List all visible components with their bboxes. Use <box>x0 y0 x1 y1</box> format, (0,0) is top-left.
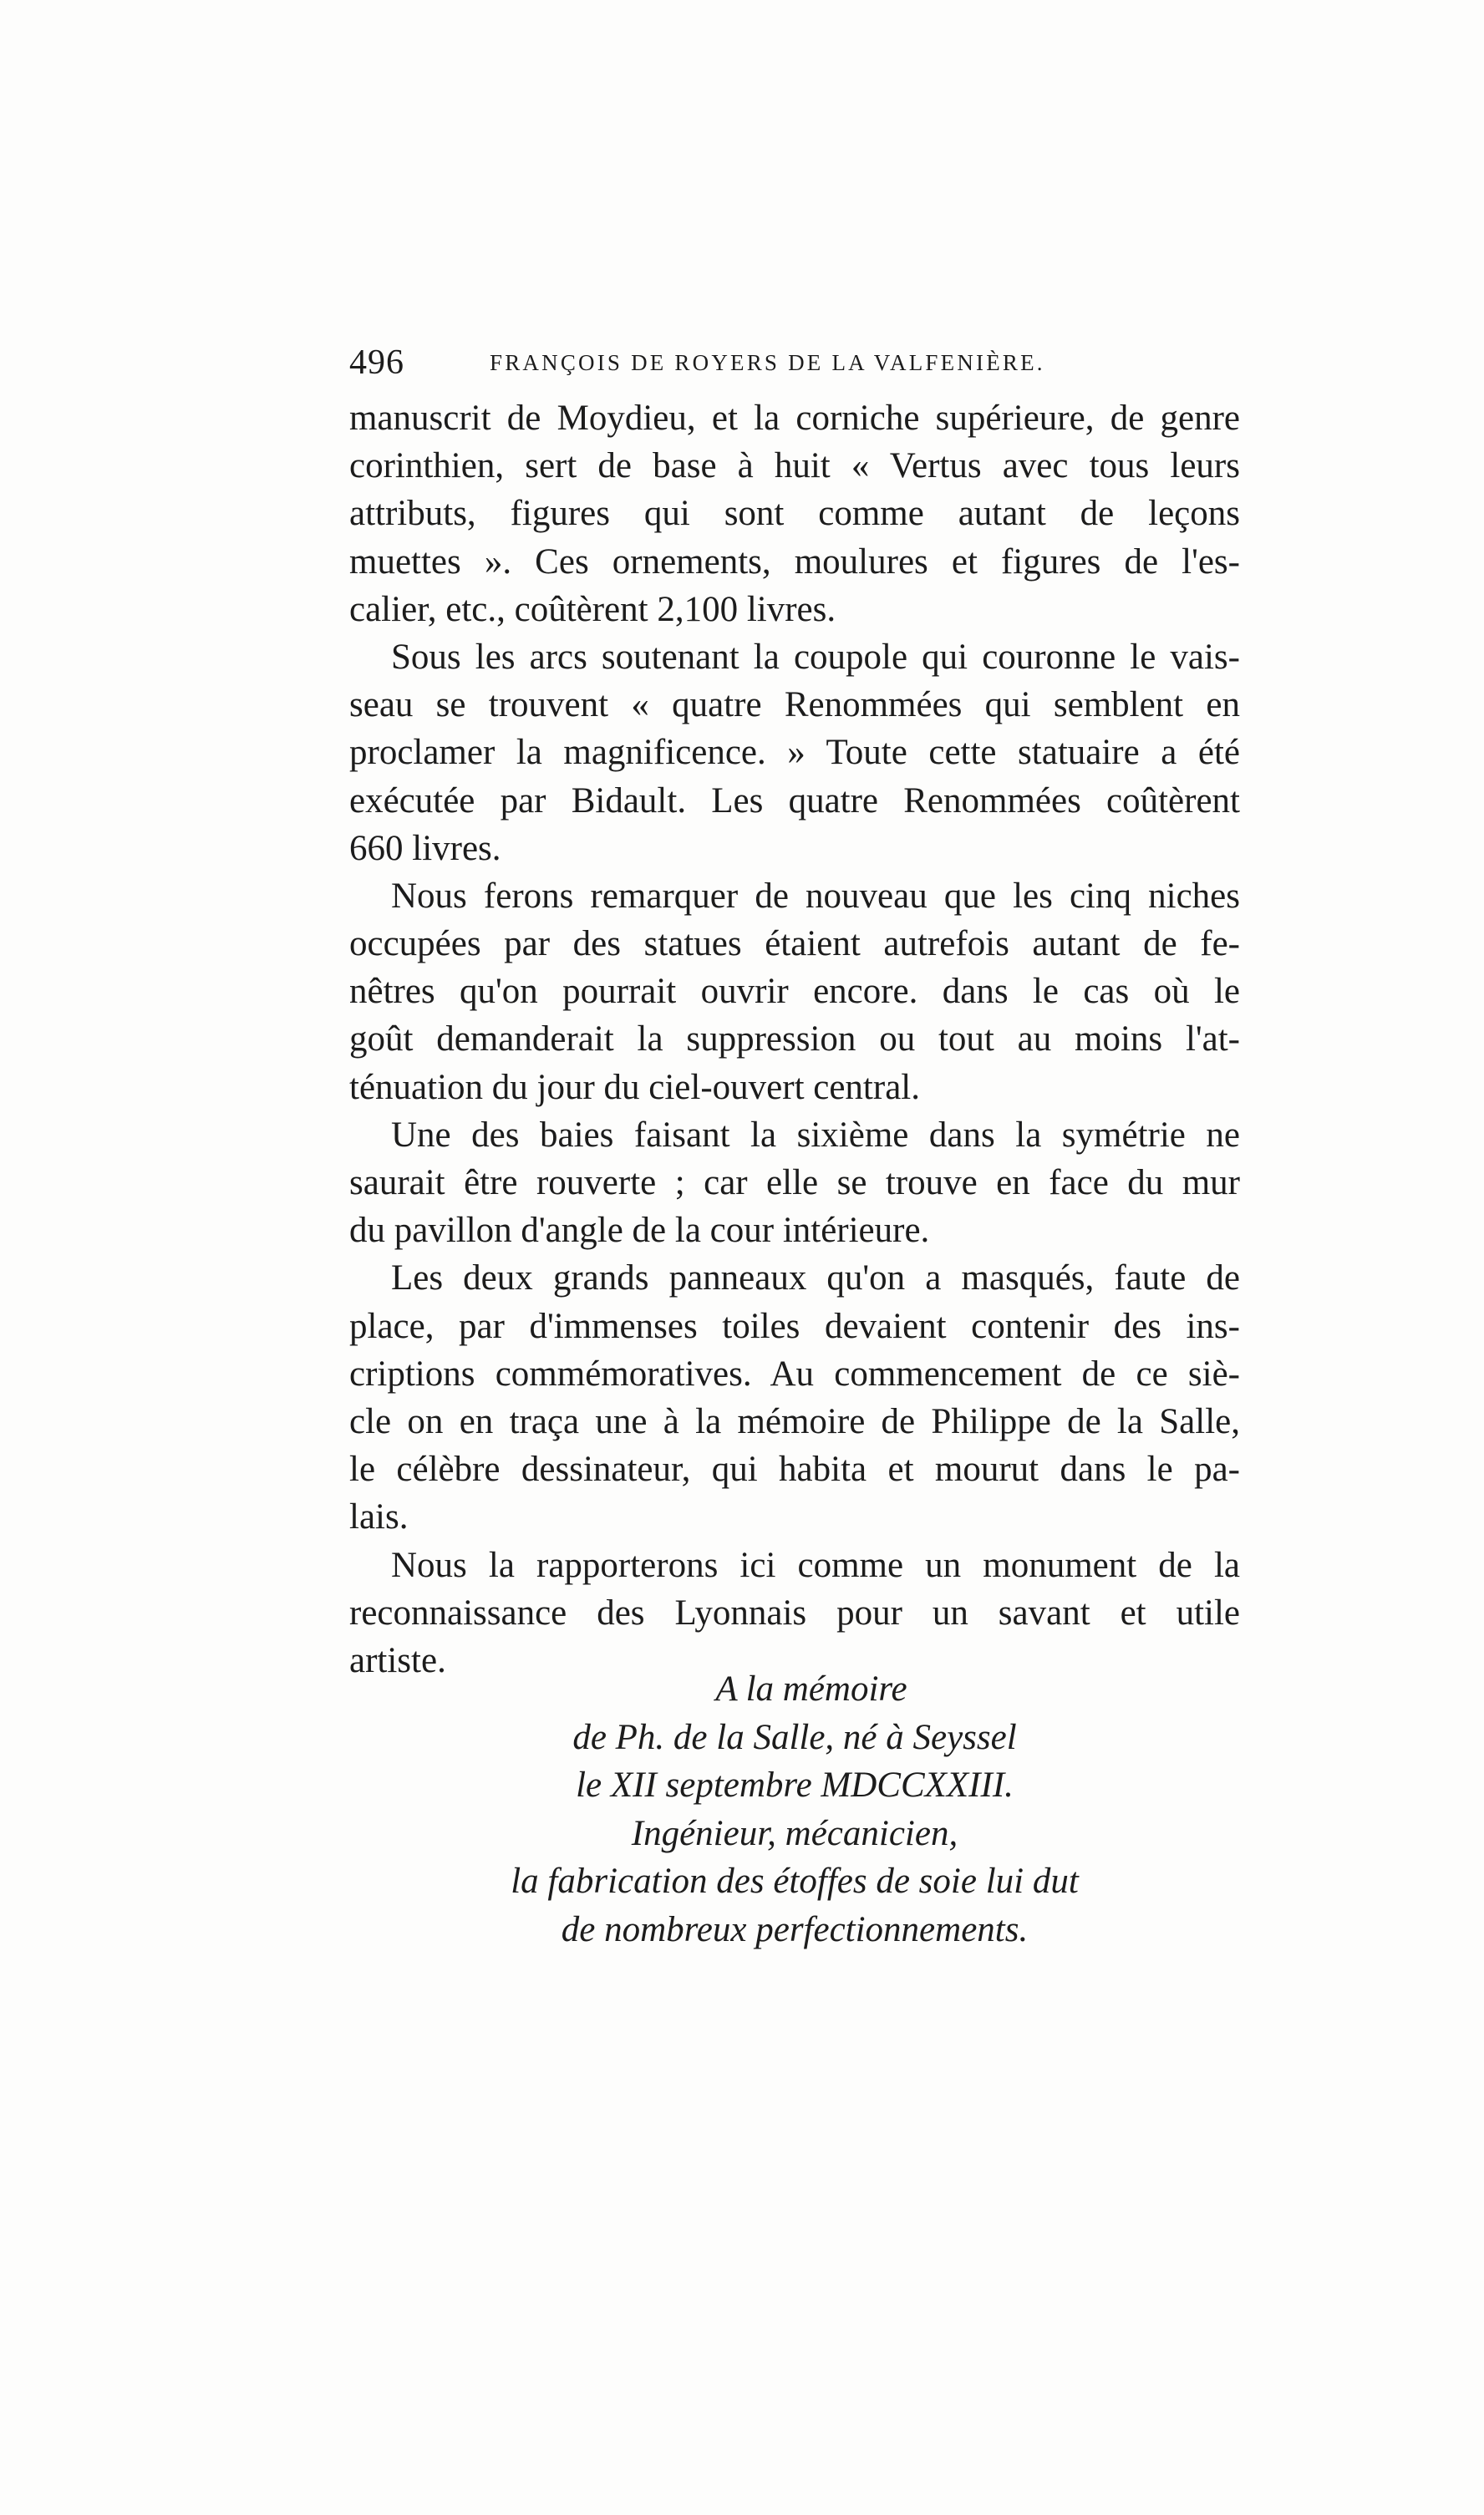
text-line: seau se trouvent « quatre Renommées qui semblent en <box>349 685 1240 725</box>
text-line: 660 livres. <box>349 828 501 868</box>
paragraph <box>349 1111 1240 1255</box>
text-line: ténuation du jour du ciel-ouvert central. <box>349 1067 920 1107</box>
paragraph <box>349 1254 1240 1541</box>
text-line: le célèbre dessinateur, qui habita et mourut dans le pa- <box>349 1450 1240 1490</box>
text-line: proclamer la magnificence. » Toute cette statuaire a été <box>349 733 1240 773</box>
text-line: artiste. <box>349 1640 446 1680</box>
text-line: Une des baies faisant la sixième dans la symétrie ne <box>391 1115 1240 1155</box>
epitaph-line: Ingénieur, mécanicien, <box>631 1813 958 1853</box>
page-number: 496 <box>349 343 404 382</box>
text-line: criptions commémoratives. Au commencement de ce siè- <box>349 1354 1240 1394</box>
running-head <box>349 339 1118 386</box>
text-line: goût demanderait la suppression ou tout au moins l'at- <box>349 1019 1240 1059</box>
epitaph-line: la fabrication des étoffes de soie lui dut <box>511 1862 1079 1902</box>
epitaph-line: de nombreux perfectionnements. <box>561 1909 1029 1949</box>
paragraph <box>349 872 1240 1111</box>
text-line: muettes ». Ces ornements, moulures et figures de l'es- <box>349 541 1240 582</box>
paragraph <box>349 633 1240 872</box>
epitaph-line: le XII septembre MDCCXXIII. <box>576 1766 1014 1806</box>
text-line: calier, etc., coûtèrent 2,100 livres. <box>349 589 836 629</box>
text-line: reconnaissance des Lyonnais pour un savant et utile <box>349 1593 1240 1633</box>
text-line: Nous ferons remarquer de nouveau que les cinq niches <box>391 876 1240 916</box>
paragraph <box>349 394 1240 633</box>
text-line: cle on en traça une à la mémoire de Philippe de la Salle, <box>349 1401 1240 1441</box>
text-line: nêtres qu'on pourrait ouvrir encore. dans le cas où le <box>349 972 1240 1012</box>
text-line: attributs, figures qui sont comme autant de leçons <box>349 494 1240 534</box>
epitaph-line: de Ph. de la Salle, né à Seyssel <box>572 1717 1017 1757</box>
paragraph <box>349 1542 1240 1685</box>
text-line: corinthien, sert de base à huit « Vertus avec tous leurs <box>349 446 1240 486</box>
running-title: FRANÇOIS DE ROYERS DE LA VALFENIÈRE. <box>490 350 1045 375</box>
epitaph-line: A la mémoire <box>715 1669 907 1709</box>
text-line: Les deux grands panneaux qu'on a masqués, faute de <box>391 1258 1240 1298</box>
epitaph-inscription <box>349 1665 1240 1954</box>
text-line: Sous les arcs soutenant la coupole qui couronne le vais- <box>391 637 1240 677</box>
text-line: place, par d'immenses toiles devaient contenir des ins- <box>349 1306 1240 1346</box>
text-line: Nous la rapporterons ici comme un monument de la <box>391 1545 1240 1585</box>
text-line: du pavillon d'angle de la cour intérieure. <box>349 1211 930 1251</box>
text-line: exécutée par Bidault. Les quatre Renommées coûtèrent <box>349 780 1240 821</box>
text-line: occupées par des statues étaient autrefois autant de fe- <box>349 924 1240 964</box>
text-line: manuscrit de Moydieu, et la corniche supérieure, de genre <box>349 399 1240 438</box>
text-line: saurait être rouverte ; car elle se trouve en face du mur <box>349 1163 1240 1202</box>
body-text <box>349 394 1240 1684</box>
text-line: lais. <box>349 1497 409 1537</box>
